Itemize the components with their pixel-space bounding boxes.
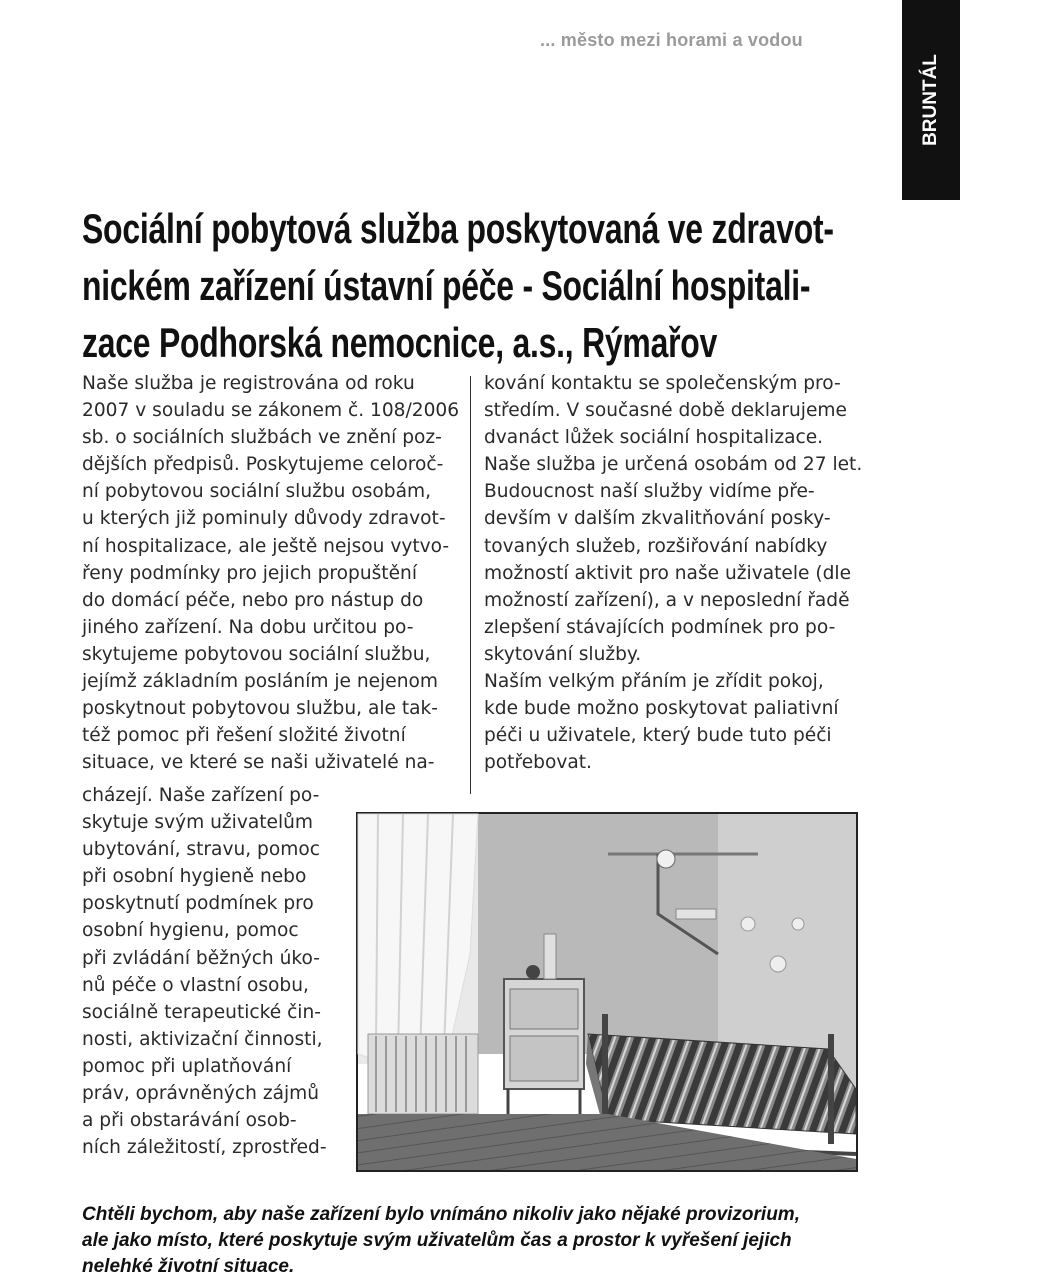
text-line: dvanáct lůžek sociální hospitalizace. (484, 427, 824, 449)
text-line: sociálně terapeutické čin- (82, 1001, 321, 1023)
text-line: dějších předpisů. Poskytujeme celoroč- (82, 454, 444, 476)
text-line: ubytování, stravu, pomoc (82, 839, 320, 861)
text-line: potřebovat. (484, 752, 592, 774)
text-line: Naše služba je registrována od roku (82, 373, 415, 394)
section-tab-prefix: Město (994, 90, 1046, 112)
text-line: skytuje svým uživatelům (82, 812, 314, 834)
text-line: ní pobytovou sociální službu osobám, (82, 481, 432, 503)
text-line: Naším velkým přáním je zřídit pokoj, (484, 671, 824, 693)
text-line: u kterých již pominuly důvody zdravot- (82, 508, 446, 530)
text-line: středím. V současné době deklarujeme (484, 400, 847, 422)
text-line: Naše služba je určená osobám od 27 let. (484, 454, 863, 476)
text-line: skytujeme pobytovou sociální službu, (82, 643, 431, 665)
text-line: práv, oprávněných zájmů (82, 1083, 320, 1105)
text-line: jejímž základním posláním je nejenom (82, 671, 438, 693)
text-line: tovaných služeb, rozšiřování nabídky (484, 535, 828, 557)
title-line: Sociální pobytová služba poskytovaná ve zdravot- (82, 205, 834, 252)
section-tab-label (920, 54, 1046, 146)
text-line: poskytnutí podmínek pro (82, 893, 314, 915)
title-line: nickém zařízení ústavní péče - Sociální hospitali- (82, 262, 811, 309)
text-line: péči u uživatele, který bude tuto péči (484, 725, 832, 747)
text-line: skytování služby. (484, 643, 642, 665)
text-line: jiného zařízení. Na dobu určitou po- (82, 616, 414, 638)
text-line: při zvládání běžných úko- (82, 947, 320, 969)
text-line: sb. o sociálních službách ve znění poz- (82, 427, 442, 449)
text-line: nů péče o vlastní osobu, (82, 974, 309, 996)
room-illustration (358, 814, 856, 1170)
text-line: a při obstarávání osob- (82, 1110, 297, 1132)
text-line: zlepšení stávajících podmínek pro po- (484, 616, 836, 638)
section-tab-city: BRUNTÁL (920, 54, 941, 146)
text-line: Budoucnost naší služby vidíme pře- (484, 481, 815, 503)
text-line: možností zařízení), a v neposlední řadě (484, 589, 850, 611)
ceiling-lamp (657, 850, 675, 868)
text-line: možností aktivit pro naše uživatele (dle (484, 562, 852, 584)
left-column (82, 370, 462, 776)
text-line: poskytnout pobytovou službu, ale tak- (82, 698, 439, 720)
text-line: osobní hygienu, pomoc (82, 920, 299, 942)
text-line: kde bude možno poskytovat paliativní (484, 698, 839, 720)
quote-line: Chtěli bychom, aby naše zařízení bylo vnímáno nikoliv jako nějaké provizorium, (82, 1204, 800, 1225)
text-line: nosti, aktivizační činnosti, (82, 1028, 323, 1050)
radiator (368, 1034, 478, 1114)
article-title (82, 200, 834, 371)
text-line: též pomoc při řešení složité životní (82, 725, 406, 747)
text-line: pomoc při uplatňování (82, 1055, 292, 1077)
section-tab (902, 0, 1046, 200)
text-line: do domácí péče, nebo pro nástup do (82, 589, 424, 611)
text-line: ní hospitalizace, ale ještě nejsou vytvo- (82, 535, 450, 557)
narrow-column (82, 782, 334, 1161)
right-column (484, 370, 863, 776)
column-divider (470, 376, 471, 794)
text-line: situace, ve které se naši uživatelé na- (82, 752, 435, 774)
text-line: cházejí. Naše zařízení po- (82, 785, 320, 806)
hospital-room-photo (356, 812, 858, 1172)
text-line: ních záležitostí, zprostřed- (82, 1137, 327, 1159)
closing-quote (82, 1202, 882, 1280)
quote-line: ale jako místo, které poskytuje svým uživatelům čas a prostor k vyřešení jejich (82, 1230, 792, 1251)
text-line: při osobní hygieně nebo (82, 866, 307, 888)
text-line: řeny podmínky pro jejich propuštění (82, 562, 417, 584)
text-line: kování kontaktu se společenským pro- (484, 373, 841, 394)
title-line: zace Podhorská nemocnice, a.s., Rýmařov (82, 319, 718, 366)
quote-line: nelehké životní situace. (82, 1256, 295, 1277)
page-tagline: ... město mezi horami a vodou (540, 30, 803, 50)
text-line: devším v dalším zkvalitňování posky- (484, 508, 831, 530)
text-line: 2007 v souladu se zákonem č. 108/2006 (82, 400, 460, 422)
